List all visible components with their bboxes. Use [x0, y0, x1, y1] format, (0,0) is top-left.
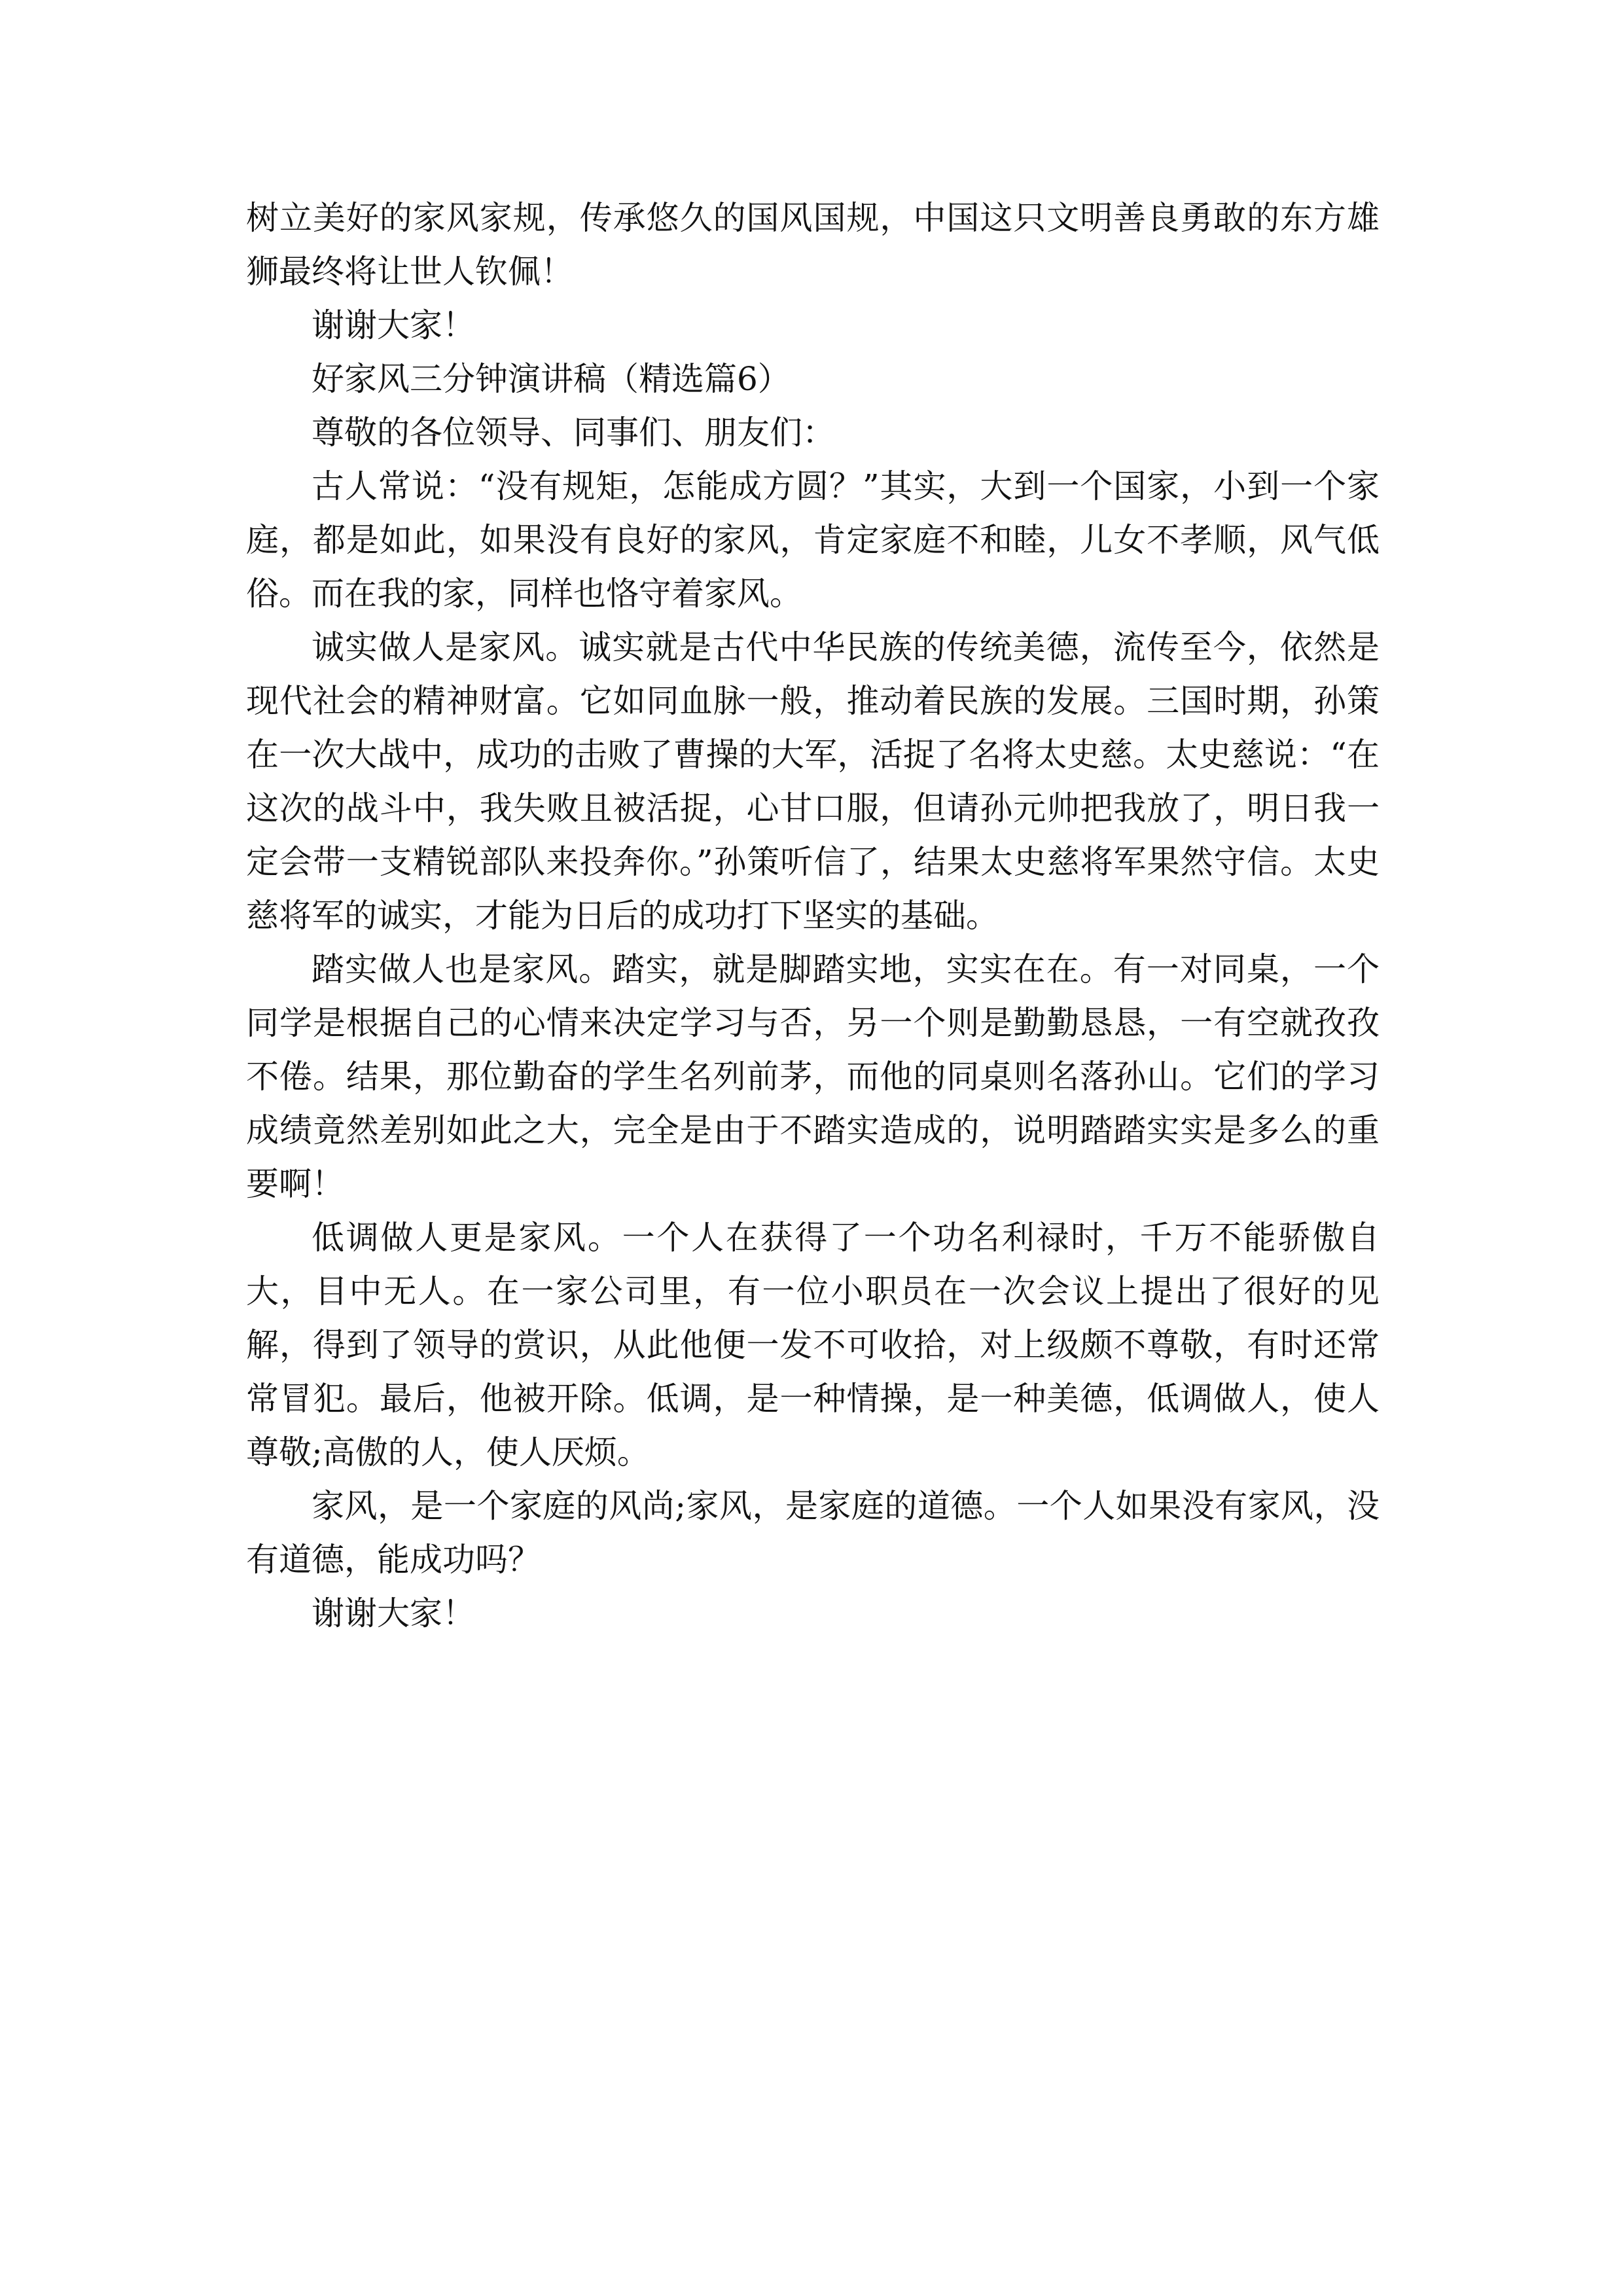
paragraph-8: 低调做人更是家风。一个人在获得了一个功名利禄时，千万不能骄傲自大，目中无人。在一家公司里，有一位小职员在一次会议上提出了很好的见解，得到了领导的赏识，从此他便一发不可收拾，对上级颇不尊敬，有时还常常冒犯。最后，他被开除。低调，是一种情操，是一种美德，低调做人，使人尊敬;高傲的人，使人厌烦。 [246, 1219, 1380, 1471]
section-title: 好家风三分钟演讲稿（精选篇6） [312, 360, 791, 398]
salutation: 尊敬的各位领导、同事们、朋友们： [312, 414, 835, 452]
paragraph-9: 家风，是一个家庭的风尚;家风，是家庭的道德。一个人如果没有家风，没有道德，能成功吗？ [246, 1487, 1380, 1579]
paragraph-5: 古人常说：“没有规矩，怎能成方圆？”其实，大到一个国家，小到一个家庭，都是如此，如果没有良好的家风，肯定家庭不和睦，儿女不孝顺，风气低俗。而在我的家，同样也恪守着家风。 [246, 467, 1380, 613]
document-body [246, 191, 1380, 1640]
paragraph-1: 树立美好的家风家规，传承悠久的国风国规，中国这只文明善良勇敢的东方雄狮最终将让世人钦佩！ [246, 199, 1380, 291]
closing: 谢谢大家！ [312, 1594, 475, 1632]
paragraph-7: 踏实做人也是家风。踏实，就是脚踏实地，实实在在。有一对同桌，一个同学是根据自己的心情来决定学习与否，另一个则是勤勤恳恳，一有空就孜孜不倦。结果，那位勤奋的学生名列前茅，而他的同桌则名落孙山。它们的学习成绩竟然差别如此之大，完全是由于不踏实造成的，说明踏踏实实是多么的重要啊！ [246, 950, 1380, 1203]
paragraph-6: 诚实做人是家风。诚实就是古代中华民族的传统美德，流传至今，依然是现代社会的精神财富。它如同血脉一般，推动着民族的发展。三国时期，孙策在一次大战中，成功的击败了曹操的大军，活捉了名将太史慈。太史慈说：“在这次的战斗中，我失败且被活捉，心甘口服，但请孙元帅把我放了，明日我一定会带一支精锐部队来投奔你。”孙策听信了，结果太史慈将军果然守信。太史慈将军的诚实，才能为日后的成功打下坚实的基础。 [246, 628, 1380, 935]
paragraph-2: 谢谢大家！ [312, 306, 475, 344]
